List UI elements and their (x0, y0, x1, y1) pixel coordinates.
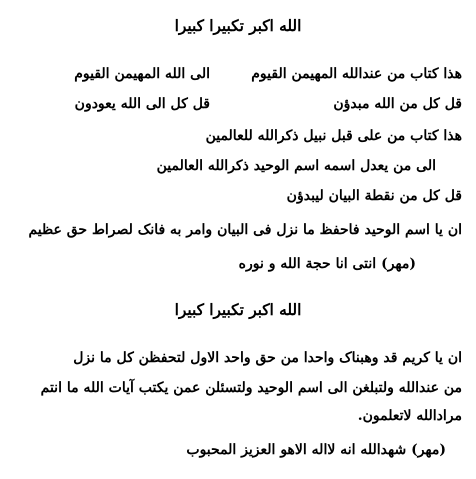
section1-line5: قل کل من نقطة البیان لیبدؤن (286, 188, 462, 204)
section1-heading: الله اکبر تکبیرا کبیرا (174, 17, 302, 35)
section1-line2-left: قل کل الی الله یعودون (74, 96, 210, 112)
section1-line3: هذا کتاب من علی قبل نبیل ذکرالله للعالمین (205, 128, 462, 144)
section1-line1-left: الی الله المهیمن القیوم (74, 66, 210, 82)
section1-line6: ان یا اسم الوحید فاحفظ ما نزل فی البیان وامر به فانک لصراط حق عظیم (28, 222, 462, 238)
section2-line2: من عندالله ولتبلغن الی اسم الوحید ولتسئلن عمن یکتب آیات الله ما انتم (40, 380, 462, 396)
section2-line1: ان یا کریم قد وهبناک واحدا من حق واحد الاول لتحفظن کل ما نزل (73, 350, 462, 366)
section1-line4: الی من یعدل اسمه اسم الوحید ذکرالله العالمین (156, 158, 436, 174)
section1-seal: (مهر) انتی انا حجة الله و نوره (238, 256, 416, 272)
section2-heading: الله اکبر تکبیرا کبیرا (174, 301, 302, 319)
section1-line2-right: قل کل من الله مبدؤن (333, 96, 462, 112)
section2-seal: (مهر) شهدالله انه لااله الاهو العزیز المحبوب (186, 442, 446, 458)
section1-line1-right: هذا کتاب من عندالله المهیمن القیوم (251, 66, 462, 82)
section2-line3: مرادالله لاتعلمون. (357, 408, 462, 424)
